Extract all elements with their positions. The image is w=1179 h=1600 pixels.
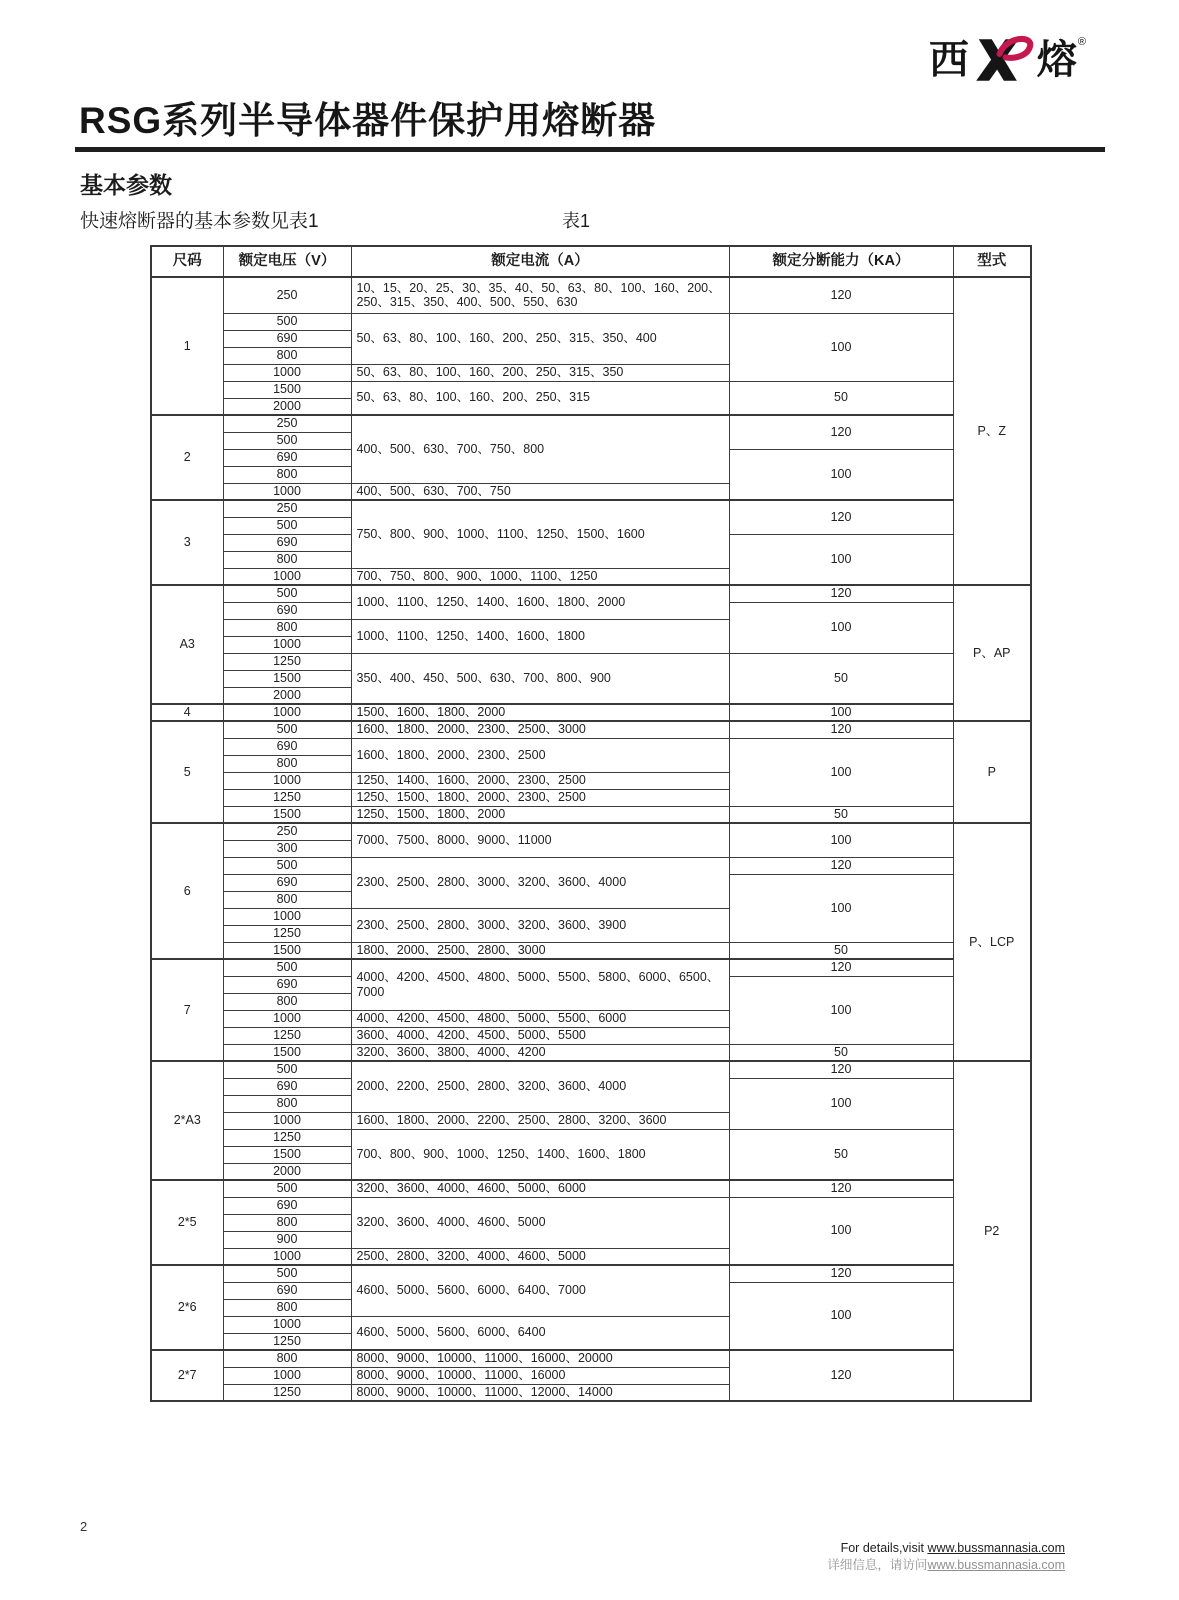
table-cell: 500 <box>223 1265 351 1282</box>
table-cell: 1800、2000、2500、2800、3000 <box>351 942 729 959</box>
table-cell: 1500 <box>223 381 351 398</box>
table-cell: 8000、9000、10000、11000、12000、14000 <box>351 1384 729 1401</box>
table-cell: 800 <box>223 347 351 364</box>
table-cell: 500 <box>223 857 351 874</box>
table-cell: 700、750、800、900、1000、1100、1250 <box>351 568 729 585</box>
table-cell: 800 <box>223 993 351 1010</box>
table-cell: 300 <box>223 840 351 857</box>
table-row <box>151 1129 1031 1146</box>
table-cell: 120 <box>729 415 953 449</box>
table-row <box>151 500 1031 517</box>
table-cell: 400、500、630、700、750、800 <box>351 415 729 483</box>
table-cell: 1600、1800、2000、2300、2500 <box>351 738 729 772</box>
brand-logo-right-char: 熔 <box>1036 38 1077 82</box>
page-number: 2 <box>80 1519 88 1534</box>
table-body <box>151 277 1031 1401</box>
footer-link-zh[interactable]: www.bussmannasia.com <box>927 1558 1065 1572</box>
footer-link-en[interactable]: www.bussmannasia.com <box>927 1541 1065 1555</box>
table-cell: 50、63、80、100、160、200、250、315、350 <box>351 364 729 381</box>
table-cell: 50 <box>729 942 953 959</box>
table-row <box>151 381 1031 398</box>
table-cell: 4000、4200、4500、4800、5000、5500、5800、6000、6500、7000 <box>351 959 729 1010</box>
table-cell: 50 <box>729 653 953 704</box>
table-cell: 690 <box>223 449 351 466</box>
table-cell: 2300、2500、2800、3000、3200、3600、4000 <box>351 857 729 908</box>
table-cell: 10、15、20、25、30、35、40、50、63、80、100、160、200、250、315、350、400、500、550、630 <box>351 277 729 313</box>
table-cell: 3 <box>151 500 223 585</box>
table-cell: 1250 <box>223 789 351 806</box>
table-cell: 500 <box>223 1061 351 1078</box>
table-cell: 100 <box>729 738 953 806</box>
table-label: 表1 <box>562 211 591 231</box>
table-cell: 1000、1100、1250、1400、1600、1800、2000 <box>351 585 729 619</box>
column-header: 额定分断能力（KA） <box>729 246 953 277</box>
table-row <box>151 1197 1031 1214</box>
table-row <box>151 1180 1031 1197</box>
table-cell: 100 <box>729 874 953 942</box>
table-cell: 120 <box>729 1265 953 1282</box>
table-cell: 1250 <box>223 1027 351 1044</box>
footer-text-zh: 详细信息，请访问 <box>827 1558 928 1572</box>
table-cell: 800 <box>223 755 351 772</box>
table-cell: 1500 <box>223 1044 351 1061</box>
table-cell: 100 <box>729 1197 953 1265</box>
table-cell: 50 <box>729 1129 953 1180</box>
table-cell: 250 <box>223 277 351 313</box>
table-cell: 120 <box>729 1350 953 1401</box>
table-cell: 1600、1800、2000、2200、2500、2800、3200、3600 <box>351 1112 729 1129</box>
table-cell: 120 <box>729 1061 953 1078</box>
table-cell: 100 <box>729 313 953 381</box>
table-cell: 2*7 <box>151 1350 223 1401</box>
table-cell: 100 <box>729 602 953 653</box>
table-row <box>151 277 1031 313</box>
table-cell: 700、800、900、1000、1250、1400、1600、1800 <box>351 1129 729 1180</box>
page-title: RSG系列半导体器件保护用熔断器 <box>79 100 657 141</box>
table-row <box>151 1061 1031 1078</box>
table-cell: 500 <box>223 313 351 330</box>
table-cell: 250 <box>223 415 351 432</box>
table-cell: 50、63、80、100、160、200、250、315、350、400 <box>351 313 729 364</box>
table-row <box>151 738 1031 755</box>
table-cell: 100 <box>729 704 953 721</box>
table-cell: 1250 <box>223 1129 351 1146</box>
intro-text: 快速熔断器的基本参数见表1 <box>80 211 319 232</box>
table-cell: 1000、1100、1250、1400、1600、1800 <box>351 619 729 653</box>
table-cell: 1000 <box>223 1010 351 1027</box>
table-header-row <box>151 246 1031 277</box>
table-cell: 50 <box>729 806 953 823</box>
table-cell: 3200、3600、3800、4000、4200 <box>351 1044 729 1061</box>
brand-logo <box>929 34 1085 86</box>
table-cell: 900 <box>223 1231 351 1248</box>
table-cell: 1500 <box>223 942 351 959</box>
table-cell: A3 <box>151 585 223 704</box>
table-cell: 1000 <box>223 704 351 721</box>
table-cell: 250 <box>223 500 351 517</box>
table-cell: 120 <box>729 721 953 738</box>
parameters-table <box>150 245 1032 1402</box>
table-cell: P <box>953 721 1031 823</box>
footer-line-en <box>827 1540 1065 1557</box>
table-cell: 690 <box>223 1282 351 1299</box>
table-cell: 350、400、450、500、630、700、800、900 <box>351 653 729 704</box>
table-cell: 1600、1800、2000、2300、2500、3000 <box>351 721 729 738</box>
table-row <box>151 653 1031 670</box>
table-cell: 1 <box>151 277 223 415</box>
table-cell: 100 <box>729 1078 953 1129</box>
table-cell: 4600、5000、5600、6000、6400、7000 <box>351 1265 729 1316</box>
table-cell: 1000 <box>223 908 351 925</box>
table-cell: 2300、2500、2800、3000、3200、3600、3900 <box>351 908 729 942</box>
table-cell: 1500、1600、1800、2000 <box>351 704 729 721</box>
table-cell: 120 <box>729 1180 953 1197</box>
table-cell: P、LCP <box>953 823 1031 1061</box>
table-cell: 500 <box>223 585 351 602</box>
footer-text-en: For details,visit <box>840 1541 928 1555</box>
table-cell: 2*6 <box>151 1265 223 1350</box>
table-cell: 2000 <box>223 1163 351 1180</box>
table-cell: 50、63、80、100、160、200、250、315 <box>351 381 729 415</box>
table-cell: 8000、9000、10000、11000、16000 <box>351 1367 729 1384</box>
table-cell: 1250、1400、1600、2000、2300、2500 <box>351 772 729 789</box>
table-cell: 800 <box>223 1350 351 1367</box>
table-cell: P、Z <box>953 277 1031 585</box>
table-cell: 1250 <box>223 925 351 942</box>
table-cell: 500 <box>223 517 351 534</box>
table-cell: 2000 <box>223 687 351 704</box>
table-cell: 5 <box>151 721 223 823</box>
table-cell: 2500、2800、3200、4000、4600、5000 <box>351 1248 729 1265</box>
table-cell: 400、500、630、700、750 <box>351 483 729 500</box>
table-cell: 4600、5000、5600、6000、6400 <box>351 1316 729 1350</box>
table-cell: 690 <box>223 976 351 993</box>
table-cell: 6 <box>151 823 223 959</box>
section-heading: 基本参数 <box>80 172 172 198</box>
table-cell: 1500 <box>223 1146 351 1163</box>
table-cell: 500 <box>223 721 351 738</box>
column-header: 额定电流（A） <box>351 246 729 277</box>
table-cell: 2*5 <box>151 1180 223 1265</box>
table-cell: 3200、3600、4000、4600、5000、6000 <box>351 1180 729 1197</box>
table-cell: 1250 <box>223 653 351 670</box>
table-row <box>151 942 1031 959</box>
table-row <box>151 721 1031 738</box>
table-cell: 500 <box>223 959 351 976</box>
registered-trademark-icon: ® <box>1077 36 1086 48</box>
table-cell: 4000、4200、4500、4800、5000、5500、6000 <box>351 1010 729 1027</box>
table-cell: 50 <box>729 381 953 415</box>
table-cell: 2000、2200、2500、2800、3200、3600、4000 <box>351 1061 729 1112</box>
footer-line-zh <box>827 1557 1065 1574</box>
column-header: 尺码 <box>151 246 223 277</box>
table-row <box>151 1350 1031 1367</box>
table-cell: 690 <box>223 1078 351 1095</box>
table-cell: 1000 <box>223 1248 351 1265</box>
table-row <box>151 1265 1031 1282</box>
table-cell: 120 <box>729 959 953 976</box>
table-cell: 690 <box>223 602 351 619</box>
table-cell: 750、800、900、1000、1100、1250、1500、1600 <box>351 500 729 568</box>
table-cell: 800 <box>223 1214 351 1231</box>
table-cell: 100 <box>729 449 953 500</box>
table-cell: 100 <box>729 823 953 857</box>
table-cell: 120 <box>729 277 953 313</box>
table-cell: 690 <box>223 738 351 755</box>
table-cell: 800 <box>223 1299 351 1316</box>
table-cell: P、AP <box>953 585 1031 721</box>
table-cell: 3200、3600、4000、4600、5000 <box>351 1197 729 1248</box>
table-cell: 3600、4000、4200、4500、5000、5500 <box>351 1027 729 1044</box>
table-cell: 500 <box>223 432 351 449</box>
table-row <box>151 806 1031 823</box>
table-cell: 1000 <box>223 1316 351 1333</box>
column-header: 额定电压（V） <box>223 246 351 277</box>
brand-monogram-icon <box>971 34 1035 86</box>
table-cell: 120 <box>729 857 953 874</box>
table-cell: 2*A3 <box>151 1061 223 1180</box>
table-row <box>151 585 1031 602</box>
table-cell: 1000 <box>223 1367 351 1384</box>
table-cell: 1000 <box>223 483 351 500</box>
table-cell: 690 <box>223 874 351 891</box>
table-cell: 50 <box>729 1044 953 1061</box>
table-cell: 1000 <box>223 1112 351 1129</box>
table-cell: 1000 <box>223 772 351 789</box>
table-cell: 1000 <box>223 636 351 653</box>
table-cell: 2000 <box>223 398 351 415</box>
table-cell: 800 <box>223 1095 351 1112</box>
table-cell: 1250 <box>223 1384 351 1401</box>
table-row <box>151 415 1031 432</box>
table-cell: 800 <box>223 551 351 568</box>
table-cell: P2 <box>953 1061 1031 1401</box>
column-header: 型式 <box>953 246 1031 277</box>
table-row <box>151 1044 1031 1061</box>
footer <box>827 1540 1065 1574</box>
table-cell: 1250、1500、1800、2000 <box>351 806 729 823</box>
table-cell: 800 <box>223 891 351 908</box>
table-cell: 2 <box>151 415 223 500</box>
table-cell: 100 <box>729 1282 953 1350</box>
table-row <box>151 704 1031 721</box>
table-row <box>151 823 1031 840</box>
table-cell: 800 <box>223 619 351 636</box>
table-row <box>151 959 1031 976</box>
table-cell: 690 <box>223 534 351 551</box>
table-cell: 1000 <box>223 568 351 585</box>
table-cell: 1000 <box>223 364 351 381</box>
table-cell: 120 <box>729 585 953 602</box>
brand-logo-left-char: 西 <box>928 38 969 82</box>
table-cell: 690 <box>223 1197 351 1214</box>
table-cell: 7 <box>151 959 223 1061</box>
table-cell: 7000、7500、8000、9000、11000 <box>351 823 729 857</box>
table-cell: 1500 <box>223 806 351 823</box>
table-cell: 800 <box>223 466 351 483</box>
table-cell: 120 <box>729 500 953 534</box>
table-cell: 1500 <box>223 670 351 687</box>
table-row <box>151 313 1031 330</box>
table-cell: 4 <box>151 704 223 721</box>
table-cell: 100 <box>729 534 953 585</box>
table-cell: 8000、9000、10000、11000、16000、20000 <box>351 1350 729 1367</box>
table-cell: 500 <box>223 1180 351 1197</box>
table-cell: 690 <box>223 330 351 347</box>
title-divider <box>75 147 1105 152</box>
table-cell: 100 <box>729 976 953 1044</box>
table-cell: 1250、1500、1800、2000、2300、2500 <box>351 789 729 806</box>
table-row <box>151 857 1031 874</box>
table-cell: 250 <box>223 823 351 840</box>
table-cell: 1250 <box>223 1333 351 1350</box>
